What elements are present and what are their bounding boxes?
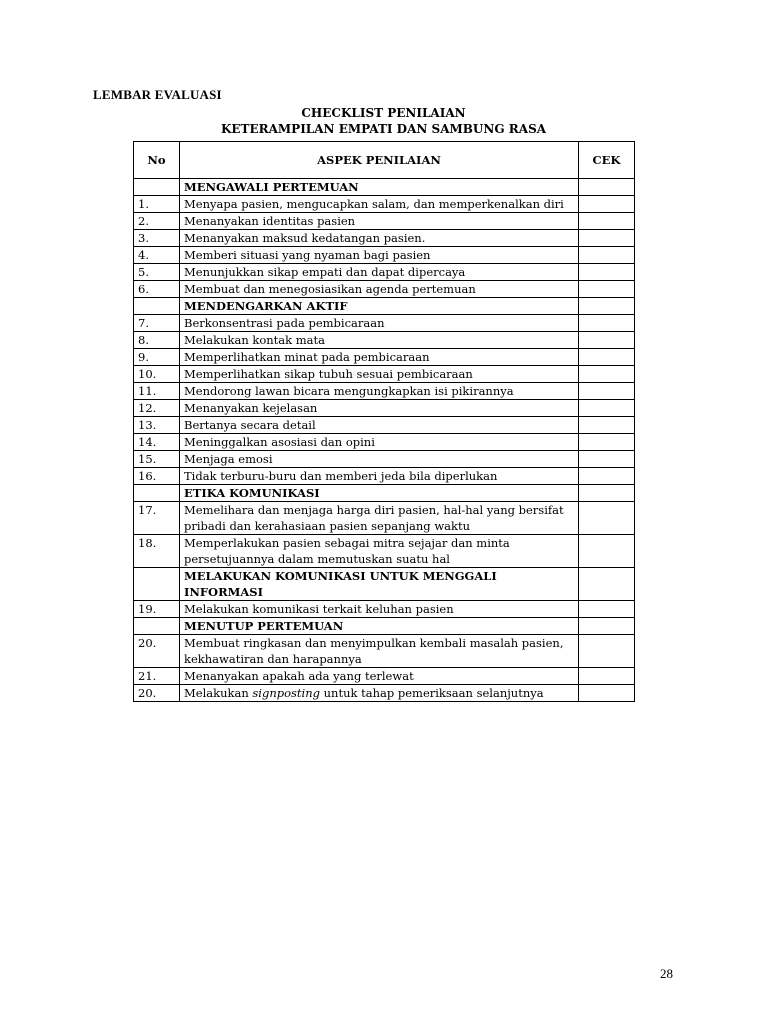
check-cell[interactable] [579,264,635,281]
table-row [134,468,635,485]
table-section-row [134,568,635,601]
row-number: 20. [134,635,180,668]
table-row [134,383,635,400]
row-number: 8. [134,332,180,349]
section-label: MENGAWALI PERTEMUAN [180,179,579,196]
column-header-aspek: ASPEK PENILAIAN [180,142,579,179]
row-number: 11. [134,383,180,400]
table-section-row [134,298,635,315]
table-row [134,400,635,417]
table-row [134,535,635,568]
table-row [134,434,635,451]
check-cell[interactable] [579,417,635,434]
check-cell[interactable] [579,230,635,247]
table-row [134,264,635,281]
row-number: 21. [134,668,180,685]
aspect-text: Memperlakukan pasien sebagai mitra sejajar dan minta persetujuannya dalam memutuskan suatu hal [180,535,579,568]
section-label: MENUTUP PERTEMUAN [180,618,579,635]
check-cell[interactable] [579,281,635,298]
check-cell[interactable] [579,400,635,417]
table-row [134,668,635,685]
aspect-text: Mendorong lawan bicara mengungkapkan isi pikirannya [180,383,579,400]
table-row [134,601,635,618]
aspect-text: Membuat ringkasan dan menyimpulkan kembali masalah pasien, kekhawatiran dan harapannya [180,635,579,668]
section-label: MELAKUKAN KOMUNIKASI UNTUK MENGGALI INFORMASI [180,568,579,601]
check-cell[interactable] [579,366,635,383]
aspect-text-part: untuk tahap pemeriksaan selanjutnya [320,686,544,700]
check-cell[interactable] [579,315,635,332]
aspect-text: Tidak terburu-buru dan memberi jeda bila diperlukan [180,468,579,485]
aspect-text: Melakukan komunikasi terkait keluhan pasien [180,601,579,618]
check-cell[interactable] [579,668,635,685]
table-row [134,315,635,332]
row-number: 4. [134,247,180,264]
aspect-text: Memperlihatkan sikap tubuh sesuai pembicaraan [180,366,579,383]
row-number: 10. [134,366,180,383]
check-cell[interactable] [579,298,635,315]
row-number: 5. [134,264,180,281]
check-cell[interactable] [579,247,635,264]
row-number: 17. [134,502,180,535]
aspect-text: Meninggalkan asosiasi dan opini [180,434,579,451]
column-header-no: No [134,142,180,179]
document-heading: LEMBAR EVALUASI [93,87,222,102]
aspect-text: Menjaga emosi [180,451,579,468]
section-label: MENDENGARKAN AKTIF [180,298,579,315]
aspect-text: Menanyakan identitas pasien [180,213,579,230]
table-section-row [134,618,635,635]
aspect-text: Memperlihatkan minat pada pembicaraan [180,349,579,366]
row-number: 2. [134,213,180,230]
check-cell[interactable] [579,618,635,635]
section-label: ETIKA KOMUNIKASI [180,485,579,502]
table-row [134,502,635,535]
check-cell[interactable] [579,434,635,451]
aspect-text: Memelihara dan menjaga harga diri pasien, hal-hal yang bersifat pribadi dan kerahasiaan pasien sepanjang waktu [180,502,579,535]
check-cell[interactable] [579,349,635,366]
check-cell[interactable] [579,502,635,535]
table-row [134,230,635,247]
check-cell[interactable] [579,383,635,400]
row-number: 13. [134,417,180,434]
aspect-text-part: Melakukan [184,686,253,700]
page-number: 28 [660,966,673,981]
check-cell[interactable] [579,635,635,668]
row-number: 6. [134,281,180,298]
row-number: 20. [134,685,180,702]
check-cell[interactable] [579,213,635,230]
aspect-text: Memberi situasi yang nyaman bagi pasien [180,247,579,264]
aspect-text: Menanyakan kejelasan [180,400,579,417]
checklist-title: CHECKLIST PENILAIAN [301,106,466,120]
aspect-text-italic-term: signposting [252,686,320,700]
table-section-row [134,485,635,502]
row-number: 7. [134,315,180,332]
check-cell[interactable] [579,451,635,468]
row-number: 12. [134,400,180,417]
row-number [134,618,180,635]
table-row [134,332,635,349]
aspect-text: Bertanya secara detail [180,417,579,434]
aspect-text: Menunjukkan sikap empati dan dapat dipercaya [180,264,579,281]
table-header-row [134,142,635,179]
row-number: 3. [134,230,180,247]
row-number: 9. [134,349,180,366]
table-row [134,196,635,213]
evaluation-checklist-table [133,141,635,702]
table-row [134,635,635,668]
row-number: 18. [134,535,180,568]
row-number: 15. [134,451,180,468]
check-cell[interactable] [579,568,635,601]
checklist-subtitle: KETERAMPILAN EMPATI DAN SAMBUNG RASA [220,122,547,136]
aspect-text: Melakukan kontak mata [180,332,579,349]
row-number: 19. [134,601,180,618]
table-row [134,247,635,264]
table-row [134,685,635,702]
table-row [134,366,635,383]
table-row [134,417,635,434]
row-number: 14. [134,434,180,451]
check-cell[interactable] [579,685,635,702]
table-row [134,451,635,468]
row-number [134,568,180,601]
table-section-row [134,179,635,196]
table-row [134,281,635,298]
column-header-cek: CEK [579,142,635,179]
check-cell[interactable] [579,485,635,502]
table-row [134,349,635,366]
table-row [134,213,635,230]
check-cell[interactable] [579,601,635,618]
row-number: 1. [134,196,180,213]
aspect-text: Menanyakan apakah ada yang terlewat [180,668,579,685]
row-number [134,179,180,196]
check-cell[interactable] [579,535,635,568]
aspect-text: Menyapa pasien, mengucapkan salam, dan memperkenalkan diri [180,196,579,213]
check-cell[interactable] [579,332,635,349]
aspect-text: Berkonsentrasi pada pembicaraan [180,315,579,332]
row-number [134,298,180,315]
check-cell[interactable] [579,179,635,196]
row-number [134,485,180,502]
check-cell[interactable] [579,468,635,485]
aspect-text [180,685,579,702]
check-cell[interactable] [579,196,635,213]
aspect-text: Membuat dan menegosiasikan agenda pertemuan [180,281,579,298]
row-number: 16. [134,468,180,485]
aspect-text: Menanyakan maksud kedatangan pasien. [180,230,579,247]
table-body [134,179,635,702]
